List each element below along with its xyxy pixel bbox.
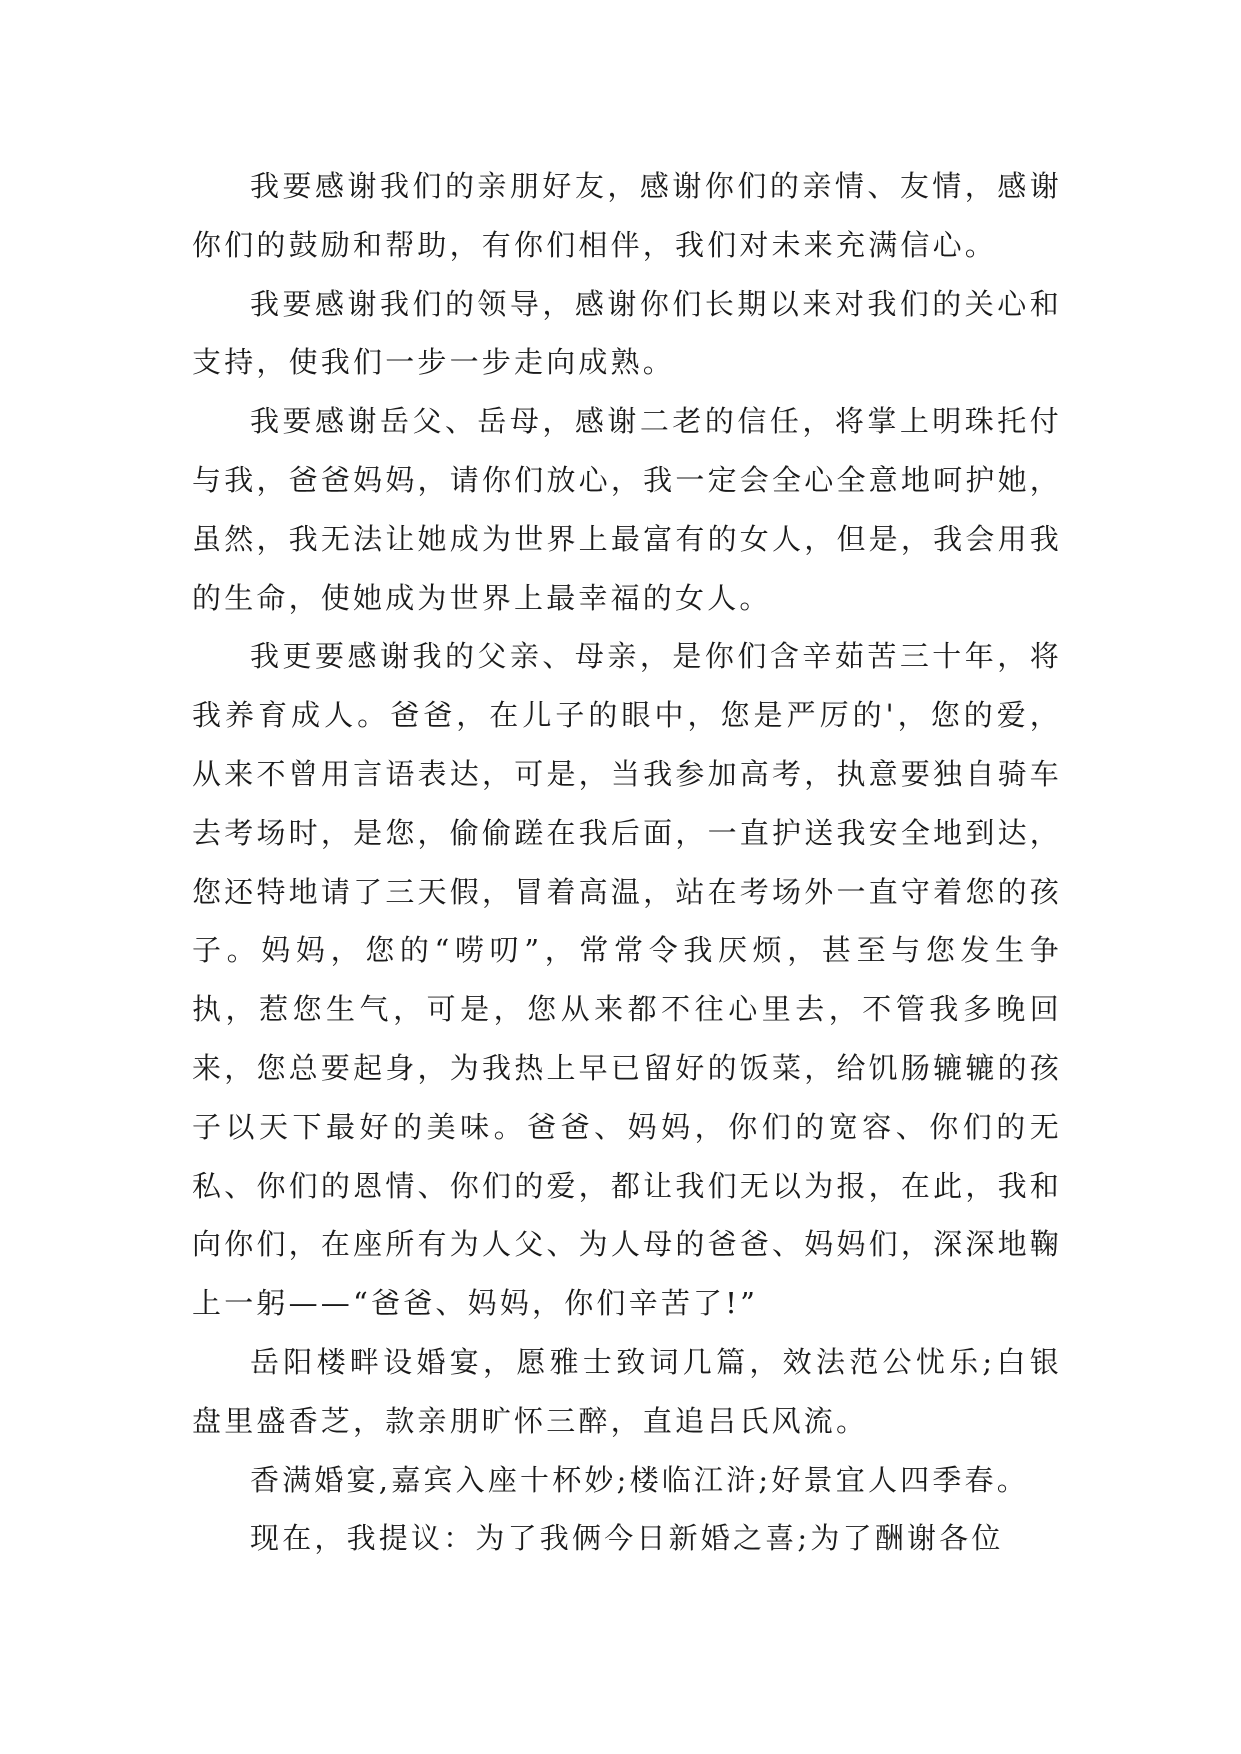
paragraph-couplet-banquet: 香满婚宴,嘉宾入座十杯妙;楼临江浒;好景宜人四季春。 <box>250 1462 1029 1497</box>
paragraph-toast: 现在，我提议：为了我俩今日新婚之喜;为了酬谢各位 <box>250 1521 1004 1556</box>
paragraph-thanks-leaders: 我要感谢我们的领导，感谢你们长期以来对我们的关心和支持，使我们一步一步走向成熟。 <box>192 286 1062 380</box>
paragraph-couplet-yueyang: 岳阳楼畔设婚宴，愿雅士致词几篇，效法范公忧乐;白银盘里盛香芝，款亲朋旷怀三醉，直追吕氏风流。 <box>192 1344 1062 1438</box>
paragraph-thanks-parents: 我更要感谢我的父亲、母亲，是你们含辛茹苦三十年，将我养育成人。爸爸，在儿子的眼中，您是严厉的'，您的爱，从来不曾用言语表达，可是，当我参加高考，执意要独自骑车去考场时，是您，偷偷蹉在我后面，一直护送我安全地到达，您还特地请了三天假，冒着高温，站在考场外一直守着您的孩子。妈妈，您的“唠叨”，常常令我厌烦，甚至与您发生争执，惹您生气，可是，您从来都不往心里去，不管我多晚回来，您总要起身，为我热上早已留好的饭菜，给饥肠辘辘的孩子以天下最好的美味。爸爸、妈妈，你们的宽容、你们的无私、你们的恩情、你们的爱，都让我们无以为报，在此，我和向你们，在座所有为人父、为人母的爸爸、妈妈们，深深地鞠上一躬——“爸爸、妈妈，你们辛苦了!” <box>192 639 1062 1321</box>
document-body <box>192 157 1062 1568</box>
paragraph-thanks-friends: 我要感谢我们的亲朋好友，感谢你们的亲情、友情，感谢你们的鼓励和帮助，有你们相伴，我们对未来充满信心。 <box>192 169 1062 262</box>
paragraph-thanks-in-laws: 我要感谢岳父、岳母，感谢二老的信任，将掌上明珠托付与我，爸爸妈妈，请你们放心，我一定会全心全意地呵护她，虽然，我无法让她成为世界上最富有的女人，但是，我会用我的生命，使她成为世界上最幸福的女人。 <box>192 404 1062 615</box>
